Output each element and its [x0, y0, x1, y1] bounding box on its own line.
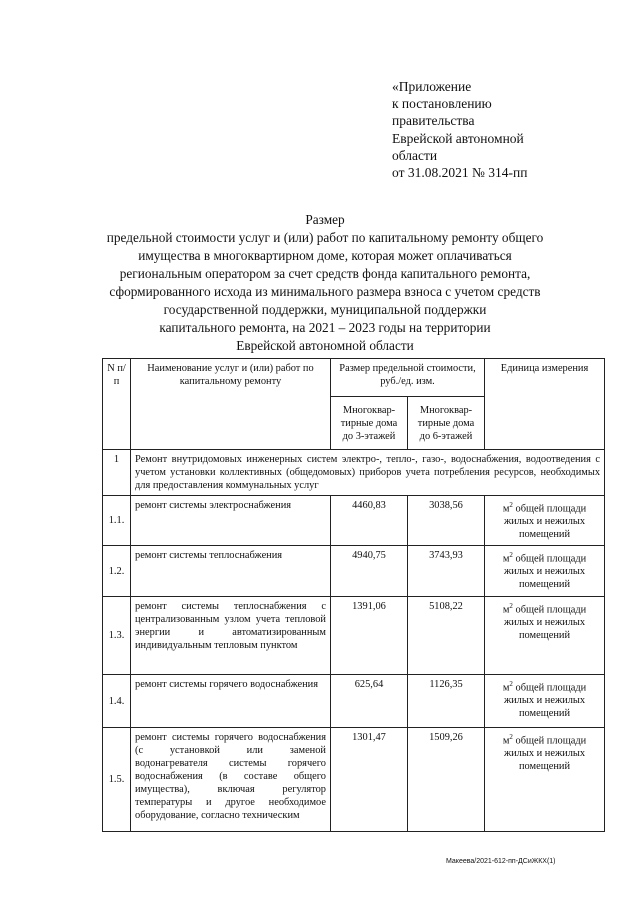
title-line: государственной поддержки, муниципальной поддержки [163, 302, 487, 317]
row-value-6: 1126,35 [408, 675, 485, 728]
row-unit [485, 546, 605, 597]
table-row [103, 546, 605, 597]
row-value-6: 3743,93 [408, 546, 485, 597]
appendix-line: Еврейской автономной [392, 130, 524, 146]
row-name: ремонт системы горячего водоснабжения (с установкой или заменой водонагревателя системы горячего водоснабжения (в составе общего имущества), включая регулятор температуры и другое необходимое оборудование, согласно техническим [131, 728, 331, 832]
unit-text: общей площади жилых и нежилых помещений [503, 735, 587, 773]
row-name: ремонт системы теплоснабжения с централизованным узлом учета тепловой энергии и автоматизированным индивидуальным тепловым пунктом [131, 597, 331, 675]
row-value-6: 3038,56 [408, 496, 485, 546]
header-cost-6: Многоквар-тирные дома до 6-этажей [408, 397, 485, 450]
row-value-6: 1509,26 [408, 728, 485, 832]
row-value-3: 625,64 [331, 675, 408, 728]
row-value-6: 5108,22 [408, 597, 485, 675]
section-text: Ремонт внутридомовых инженерных систем электро-, тепло-, газо-, водоснабжения, водоотведения с учетом установки коллективных (общедомовых) приборов учета потребления ресурсов, необходимых для предоставления коммунальных услуг [131, 450, 605, 496]
unit-text: общей площади жилых и нежилых помещений [503, 553, 587, 591]
table-row [103, 597, 605, 675]
document-title [90, 211, 560, 355]
header-num: N п/п [103, 359, 131, 450]
title-line: региональным оператором за счет средств фонда капитального ремонта, [119, 266, 531, 281]
row-unit [485, 597, 605, 675]
unit-sup: 2 [509, 602, 513, 610]
appendix-line: области [392, 147, 438, 163]
appendix-line: от 31.08.2021 № 314-пп [392, 165, 528, 181]
row-unit [485, 496, 605, 546]
row-unit [485, 675, 605, 728]
header-cost: Размер предельной стоимости, руб./ед. изм. [331, 359, 485, 397]
unit-m: м [502, 604, 510, 616]
unit-m: м [502, 682, 510, 694]
row-value-3: 4940,75 [331, 546, 408, 597]
row-name: ремонт системы электроснабжения [131, 496, 331, 546]
unit-sup: 2 [509, 501, 513, 509]
title-line: Еврейской автономной области [236, 338, 414, 353]
appendix-header [392, 78, 527, 181]
footer-reference: Макеева/2021-612-пп-ДСиЖКХ(1) [446, 858, 556, 865]
unit-text: общей площади жилых и нежилых помещений [503, 503, 587, 541]
title-line: имущества в многоквартирном доме, которая может оплачиваться [138, 248, 512, 263]
row-unit [485, 728, 605, 832]
row-num: 1.4. [103, 675, 131, 728]
unit-sup: 2 [509, 551, 513, 559]
row-name: ремонт системы теплоснабжения [131, 546, 331, 597]
row-num: 1.1. [103, 496, 131, 546]
title-line: капитального ремонта, на 2021 – 2023 годы на территории [159, 320, 491, 335]
title-line: предельной стоимости услуг и (или) работ по капитальному ремонту общего [106, 230, 544, 245]
header-cost-3: Многоквар-тирные дома до 3-этажей [331, 397, 408, 450]
title-line: сформированного исхода из минимального размера взноса с учетом средств [109, 284, 541, 299]
row-name: ремонт системы горячего водоснабжения [131, 675, 331, 728]
unit-sup: 2 [509, 680, 513, 688]
row-num: 1.5. [103, 728, 131, 832]
row-value-3: 1301,47 [331, 728, 408, 832]
table-row [103, 496, 605, 546]
row-num: 1.3. [103, 597, 131, 675]
cost-table [102, 358, 605, 832]
appendix-line: «Приложение [392, 79, 472, 94]
appendix-line: правительства [392, 113, 475, 129]
row-value-3: 4460,83 [331, 496, 408, 546]
title-line: Размер [305, 212, 345, 227]
header-name: Наименование услуг и (или) работ по капитальному ремонту [131, 359, 331, 450]
unit-sup: 2 [509, 733, 513, 741]
unit-m: м [502, 503, 510, 515]
section-num: 1 [103, 450, 131, 496]
unit-text: общей площади жилых и нежилых помещений [503, 604, 587, 642]
table-row [103, 728, 605, 832]
table-row [103, 675, 605, 728]
row-num: 1.2. [103, 546, 131, 597]
header-unit: Единица измерения [485, 359, 605, 450]
appendix-line: к постановлению [392, 96, 492, 112]
unit-text: общей площади жилых и нежилых помещений [503, 682, 587, 720]
unit-m: м [502, 735, 510, 747]
unit-m: м [502, 553, 510, 565]
row-value-3: 1391,06 [331, 597, 408, 675]
